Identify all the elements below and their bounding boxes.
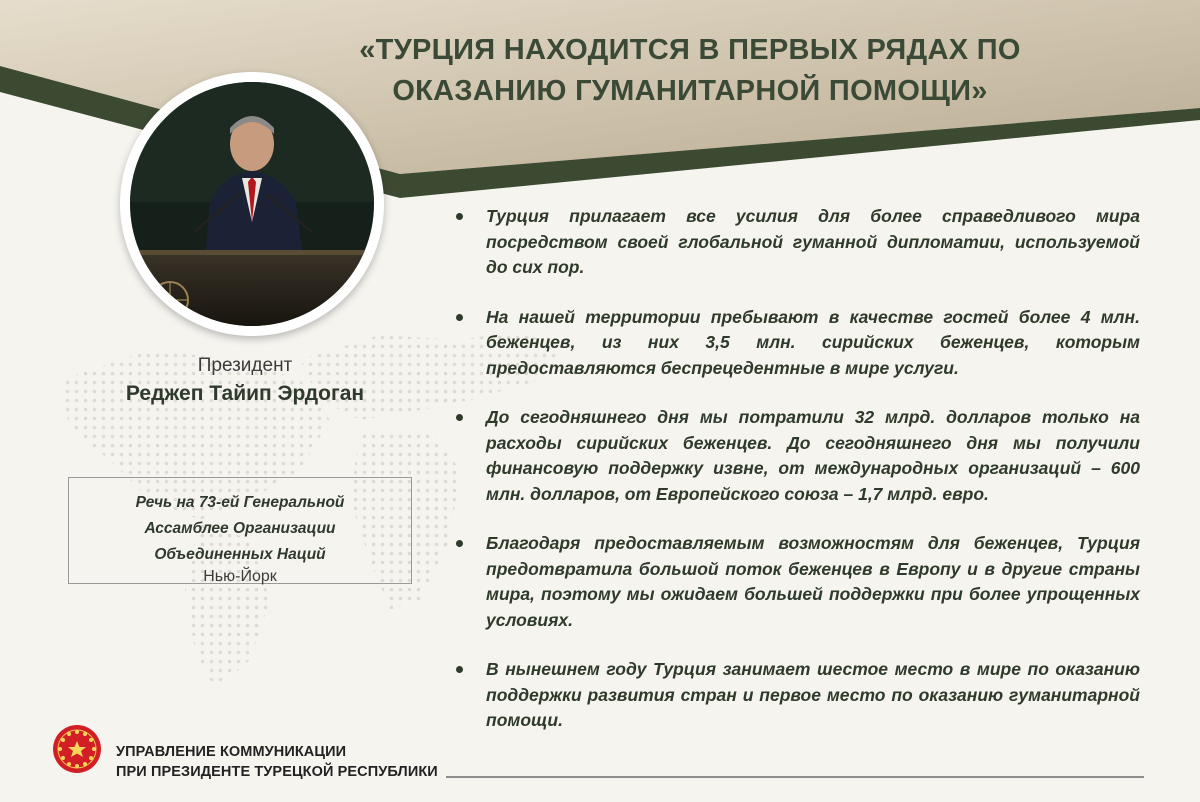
bullet-list xyxy=(450,204,1140,758)
event-box xyxy=(68,477,412,584)
bullet-item xyxy=(450,405,1140,507)
bottom-divider xyxy=(446,776,1144,778)
footer-organization xyxy=(116,742,438,782)
bullet-text: На нашей территории пребывают в качестве гостей более 4 млн. беженцев, из них 3,5 млн. сирийских беженцев, которым предоставляются беспрецедентные в мире услуги. xyxy=(486,306,1140,378)
event-line-2: Ассамблее Организации xyxy=(144,520,336,537)
event-line-1: Речь на 73-ей Генеральной xyxy=(135,494,345,511)
event-city: Нью-Йорк xyxy=(203,568,277,585)
footer-line-1: УПРАВЛЕНИЕ КОММУНИКАЦИИ xyxy=(116,744,347,760)
headline-line-1: «ТУРЦИЯ НАХОДИТСЯ В ПЕРВЫХ РЯДАХ ПО xyxy=(359,34,1021,66)
bullet-dot-icon xyxy=(456,213,463,220)
speaker-role: Президент xyxy=(197,355,293,376)
bullet-item xyxy=(450,204,1140,281)
bullet-dot-icon xyxy=(456,666,463,673)
bullet-text: До сегодняшнего дня мы потратили 32 млрд. долларов только на расходы сирийских беженцев. До сегодняшнего дня мы получили финансовую поддержку извне, от международных организаций – 600 млн. долларов, от Европейского союза – 1,7 млрд. евро. xyxy=(486,407,1140,504)
speaker-name: Реджеп Тайип Эрдоган xyxy=(125,382,365,405)
headline xyxy=(330,30,1050,112)
bullet-text: Благодаря предоставляемым возможностям для беженцев, Турция предотвратила большой поток беженцев в Европу и в другие страны мира, поэтому мы ожидаем большей поддержки при более упрощенных условиях. xyxy=(486,533,1140,630)
bullet-item xyxy=(450,305,1140,382)
bullet-item xyxy=(450,657,1140,734)
bullet-text: Турция прилагает все усилия для более справедливого мира посредством своей глобальной гуманной дипломатии, используемой до сих пор. xyxy=(486,206,1140,277)
speaker-photo-image xyxy=(130,82,374,326)
event-line-3: Объединенных Наций xyxy=(154,546,326,563)
footer-line-2: ПРИ ПРЕЗИДЕНТЕ ТУРЕЦКОЙ РЕСПУБЛИКИ xyxy=(116,764,438,780)
speaker-photo xyxy=(120,72,384,336)
bullet-dot-icon xyxy=(456,414,463,421)
bullet-dot-icon xyxy=(456,314,463,321)
presidential-seal-icon xyxy=(52,724,102,774)
headline-line-2: ОКАЗАНИЮ ГУМАНИТАРНОЙ ПОМОЩИ» xyxy=(392,75,988,107)
bullet-item xyxy=(450,531,1140,633)
bullet-dot-icon xyxy=(456,540,463,547)
bullet-text: В нынешнем году Турция занимает шестое место в мире по оказанию поддержки развития стран и первое место по оказанию гуманитарной помощи. xyxy=(486,659,1140,730)
